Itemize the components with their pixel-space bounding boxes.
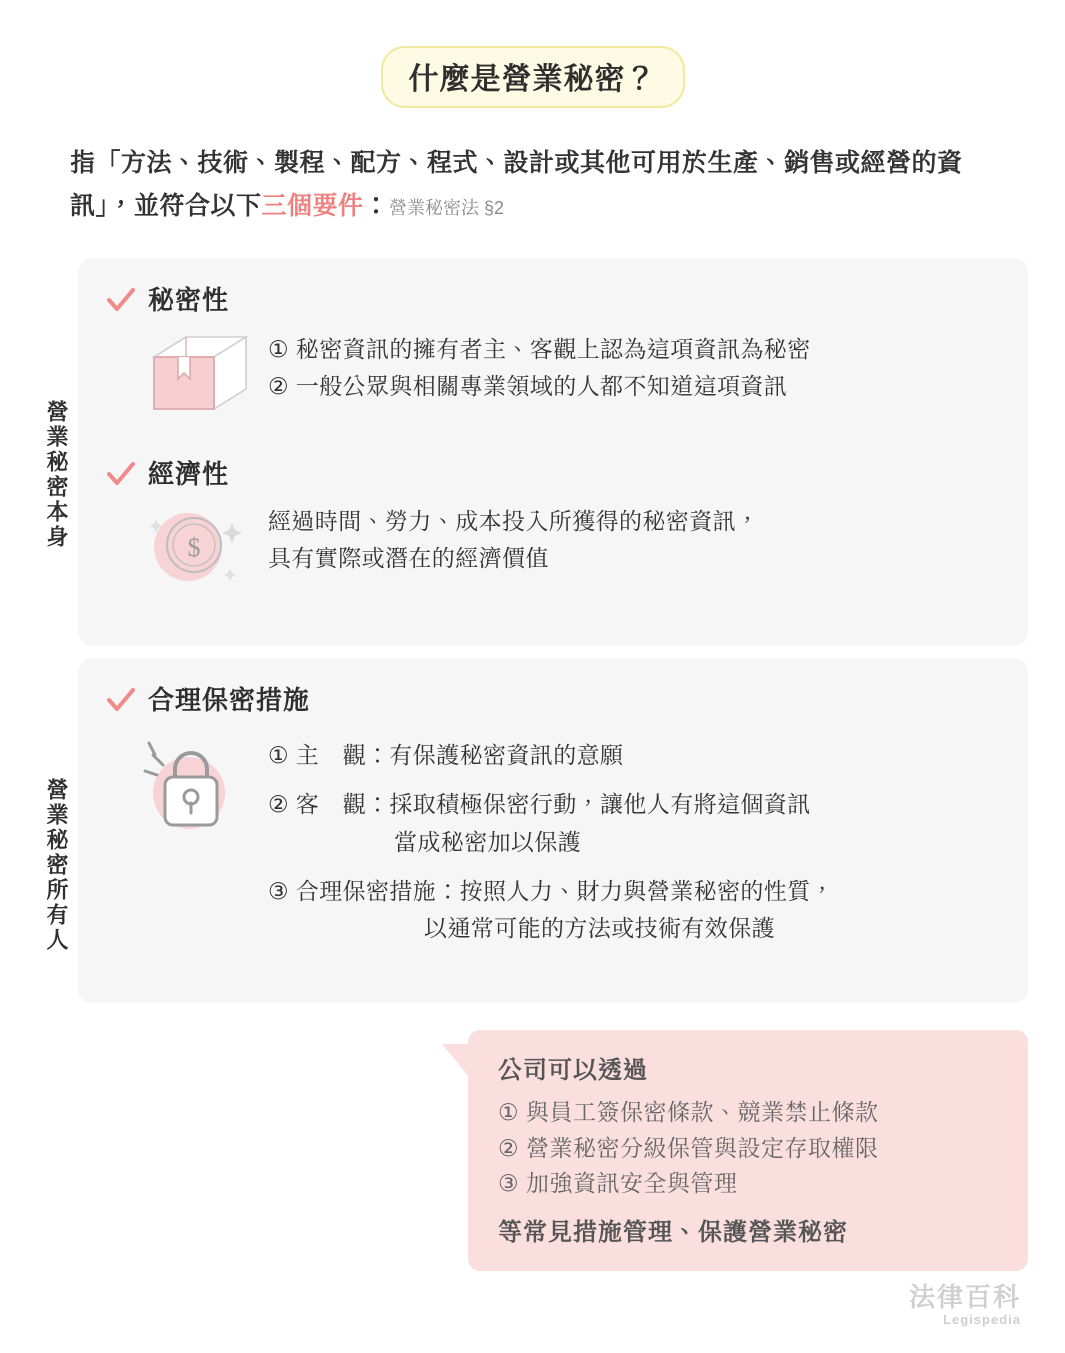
section-secrecy-items — [268, 331, 1028, 406]
svg-text:$: $ — [187, 533, 201, 562]
side-label-secret-itself: 營業秘密本身 — [44, 400, 69, 550]
list-item: ① 主 觀：有保護秘密資訊的意願 — [268, 742, 624, 768]
callout-footer: 等常見措施管理、保護營業秘密 — [498, 1218, 848, 1246]
list-item: ② 一般公眾與相關專業領域的人都不知道這項資訊 — [268, 373, 788, 400]
box-icon-cell — [118, 331, 268, 428]
callout-title: 公司可以透過 — [498, 1057, 648, 1084]
law-reference: 營業秘密法 §2 — [389, 198, 505, 218]
watermark-sub: Legispedia — [943, 1312, 1021, 1327]
lock-icon-cell — [118, 737, 268, 852]
intro-text: 指「方法、技術、製程、配方、程式、設計或其他可用於生產、銷售或經營的資訊」，並符合以下 — [70, 149, 963, 220]
section-protection-content — [78, 737, 1028, 947]
intro-highlight: 三個要件 — [261, 192, 364, 220]
section-economic-items — [268, 503, 1028, 578]
section-secrecy — [78, 258, 1028, 428]
section-protection-items — [268, 737, 1028, 947]
list-item: 經過時間、勞力、成本投入所獲得的秘密資訊， — [268, 508, 760, 534]
check-icon — [106, 460, 136, 490]
intro-colon: ： — [363, 192, 390, 220]
check-icon — [106, 686, 136, 716]
section-economic — [78, 428, 1028, 594]
list-item-continuation: 以通常可能的方法或技術有效保護 — [424, 915, 775, 941]
section-protection — [78, 658, 1028, 947]
list-item: ③ 合理保密措施：按照人力、財力與營業秘密的性質， — [268, 877, 835, 904]
section-secrecy-heading-row — [78, 280, 1028, 317]
watermark — [909, 1283, 1021, 1327]
list-item: 具有實際或潛在的經濟價值 — [268, 545, 549, 572]
callout-item: ② 營業秘密分級保管與設定存取權限 — [498, 1134, 879, 1161]
section-economic-content — [78, 503, 1028, 594]
coin-icon-cell — [118, 503, 268, 594]
watermark-main: 法律百科 — [908, 1282, 1021, 1313]
section-protection-heading-row — [78, 680, 1028, 717]
panel-secret-itself — [78, 258, 1028, 646]
list-item-continuation: 當成秘密加以保護 — [394, 828, 582, 855]
section-secrecy-title: 秘密性 — [148, 285, 230, 315]
callout-company-measures — [468, 1030, 1028, 1271]
coin-icon — [128, 503, 258, 594]
intro-paragraph — [0, 142, 1065, 228]
check-icon — [106, 286, 136, 316]
page-title: 什麼是營業秘密？ — [381, 46, 685, 108]
box-icon — [134, 331, 252, 428]
lock-icon — [127, 737, 259, 852]
callout-item: ① 與員工簽保密條款、競業禁止條款 — [498, 1099, 879, 1125]
panel-secret-owner — [78, 658, 1028, 1003]
callout-item: ③ 加強資訊安全與管理 — [498, 1170, 738, 1197]
title-container — [0, 0, 1065, 108]
list-item: ① 秘密資訊的擁有者主、客觀上認為這項資訊為秘密 — [268, 336, 811, 362]
section-protection-title: 合理保密措施 — [148, 685, 311, 715]
section-economic-heading-row — [78, 454, 1028, 491]
side-label-secret-owner: 營業秘密所有人 — [44, 777, 69, 953]
list-item: ② 客 觀：採取積極保密行動，讓他人有將這個資訊 — [268, 791, 811, 818]
section-economic-title: 經濟性 — [148, 459, 230, 489]
section-secrecy-content — [78, 331, 1028, 428]
